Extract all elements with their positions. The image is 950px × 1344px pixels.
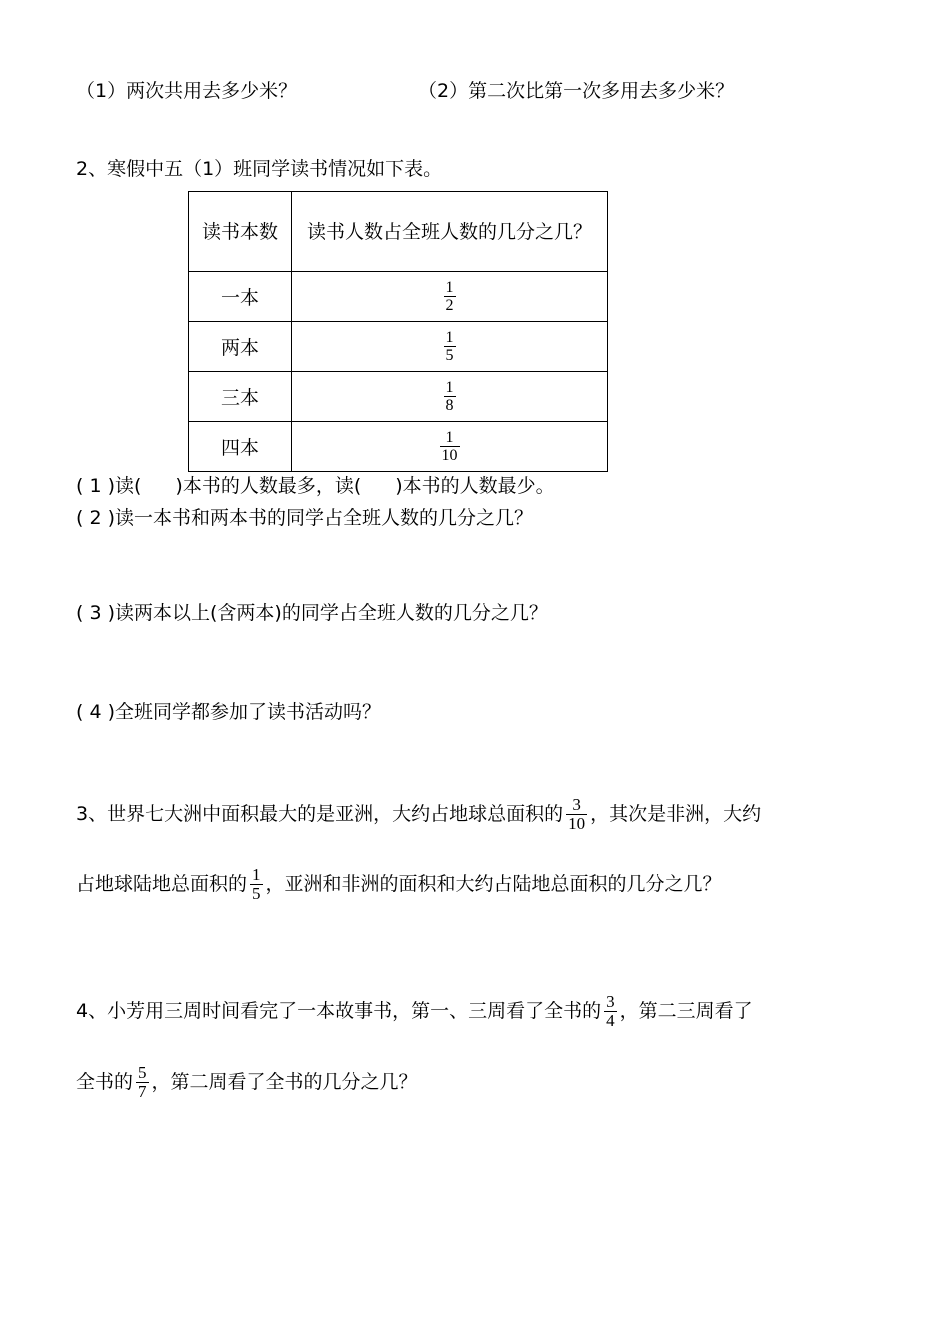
header-fraction: 读书人数占全班人数的几分之几？ [292, 192, 608, 272]
q3-line2 [76, 866, 722, 903]
fraction [604, 993, 617, 1030]
row-books-label: 三本 [189, 372, 292, 422]
numerator: 5 [138, 1063, 147, 1082]
numerator: 1 [445, 379, 454, 396]
denominator: 5 [445, 347, 454, 364]
fraction [440, 429, 460, 464]
q3-text-c: 占地球陆地总面积的 [76, 873, 248, 895]
denominator: 7 [138, 1082, 147, 1101]
numerator: 1 [252, 865, 261, 884]
reading-table [188, 191, 608, 472]
fraction [136, 1064, 149, 1101]
table-row [189, 422, 608, 472]
header-books: 读书本数 [189, 192, 292, 272]
row-fraction [292, 272, 608, 322]
q4-text-b: ，第二三周看了 [619, 1000, 753, 1022]
q2-sub4: ( 4 )全班同学都参加了读书活动吗？ [76, 701, 381, 723]
row-fraction [292, 322, 608, 372]
q2-intro: 2、寒假中五（1）班同学读书情况如下表。 [76, 158, 443, 180]
sub1-text-b: )本书的人数最多，读( [175, 475, 362, 497]
numerator: 3 [572, 795, 581, 814]
q2-sub1 [76, 473, 555, 499]
q4-text-a: 4、小芳用三周时间看完了一本故事书，第一、三周看了全书的 [76, 1000, 602, 1022]
q4-line2 [76, 1064, 418, 1101]
denominator: 5 [252, 884, 261, 903]
q2-sub2: ( 2 )读一本书和两本书的同学占全班人数的几分之几？ [76, 507, 533, 529]
q1-part2: （2）第二次比第一次多用去多少米？ [418, 80, 735, 102]
q1-part1: （1）两次共用去多少米？ [76, 80, 298, 102]
row-books-label: 一本 [189, 272, 292, 322]
q2-sub3: ( 3 )读两本以上(含两本)的同学占全班人数的几分之几？ [76, 602, 548, 624]
denominator: 10 [441, 447, 458, 464]
row-fraction [292, 422, 608, 472]
fraction [566, 796, 587, 833]
row-fraction [292, 372, 608, 422]
table-row [189, 372, 608, 422]
q4-line1 [76, 993, 753, 1030]
table-header-row [189, 192, 608, 272]
q4-text-d: ，第二周看了全书的几分之几？ [151, 1071, 418, 1093]
row-books-label: 四本 [189, 422, 292, 472]
table-row [189, 272, 608, 322]
denominator: 2 [445, 297, 454, 314]
denominator: 8 [445, 397, 454, 414]
q3-text-a: 3、世界七大洲中面积最大的是亚洲，大约占地球总面积的 [76, 803, 564, 825]
fraction [444, 329, 456, 364]
q3-text-d: ，亚洲和非洲的面积和大约占陆地总面积的几分之几？ [265, 873, 722, 895]
numerator: 1 [445, 429, 454, 446]
sub1-text-a: ( 1 )读( [76, 475, 142, 497]
table-row [189, 322, 608, 372]
numerator: 3 [606, 992, 615, 1011]
numerator: 1 [445, 329, 454, 346]
row-books-label: 两本 [189, 322, 292, 372]
sub1-text-c: )本书的人数最少。 [395, 475, 555, 497]
fraction [444, 279, 456, 314]
numerator: 1 [445, 279, 454, 296]
fraction [250, 866, 263, 903]
fraction [444, 379, 456, 414]
q3-text-b: ，其次是非洲，大约 [590, 803, 762, 825]
q4-text-c: 全书的 [76, 1071, 134, 1093]
denominator: 4 [606, 1011, 615, 1030]
denominator: 10 [568, 814, 586, 833]
q3-line1 [76, 796, 761, 833]
